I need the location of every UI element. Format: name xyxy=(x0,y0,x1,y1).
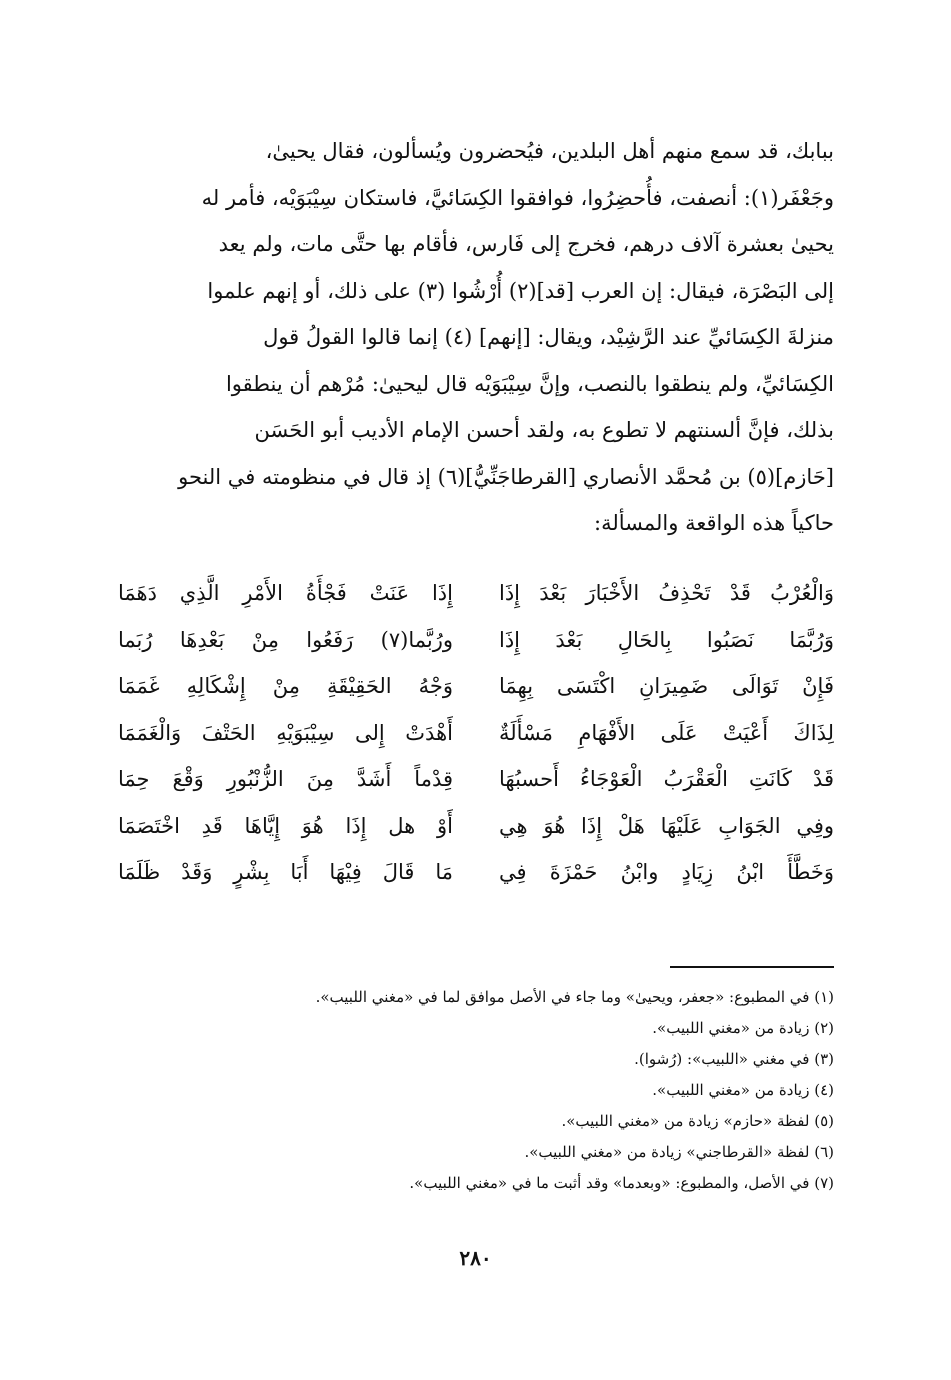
footnote: (٧) في الأصل، والمطبوع: «وبعدما» وقد أثبت ما في «مغني اللبيب». xyxy=(409,1174,834,1192)
verse-second-hemistich: قِدْماً أَشَدَّ مِنَ الزُّنْبُورِ وَقْعَ حِمَا xyxy=(118,767,453,791)
verse-first-hemistich: وَخَطَّأَ ابْنُ زِيَادٍ وابْنُ حَمْزَةَ فِي xyxy=(499,860,834,884)
body-line: بذلك، فإنَّ ألسنتهم لا تطوع به، ولقد أحسن الإمام الأديب أبو الحَسَن xyxy=(254,418,834,442)
poem-verse xyxy=(118,617,834,664)
verse-first-hemistich: لِذَاكَ أَعْيَتْ عَلَى الأَفْهَامِ مَسْأَلَةٌ xyxy=(499,720,834,745)
poem-verse xyxy=(118,663,834,710)
footnote-divider xyxy=(670,966,834,968)
poem xyxy=(118,570,834,896)
verse-first-hemistich: قَدْ كَانَتِ الْعَقْرَبُ الْعَوْجَاءُ أَحسبُهَا xyxy=(499,767,834,791)
poem-verse xyxy=(118,570,834,617)
poem-verse xyxy=(118,710,834,757)
verse-second-hemistich: أَوْ هل إِذَا هُوَ إِيَّاهَا قَدِ اخْتَصَمَا xyxy=(118,813,453,838)
poem-verse xyxy=(118,803,834,850)
footnote: (٣) في مغني «اللبيب»: (رُشوا). xyxy=(634,1050,834,1068)
body-text xyxy=(118,128,834,547)
page-number: ٢٨٠ xyxy=(459,1246,492,1270)
verse-first-hemistich: وَرُبَّمَا نَصَبُوا بِالحَالِ بَعْدَ إِذَا xyxy=(499,627,834,652)
footnote: (٥) لفظة «حازم» زيادة من «مغني اللبيب». xyxy=(561,1112,834,1130)
verse-second-hemistich: أَهْدَتْ إِلى سِيْبَوَيْهِ الحَتْفَ وَالْغَمَمَا xyxy=(118,720,453,745)
footnotes xyxy=(118,982,834,1199)
body-line: حاكياً هذه الواقعة والمسألة: xyxy=(594,511,834,535)
verse-first-hemistich: وفِي الجَوَابِ عَلَيْهَا هَلْ إِذَا هُوَ هِي xyxy=(499,813,834,838)
poem-verse xyxy=(118,756,834,803)
verse-second-hemistich: إِذَا عَنَتْ فَجْأَةُ الأَمْرِ الَّذِي دَهَمَا xyxy=(118,581,453,605)
body-line: ببابك، قد سمع منهم أهل البلدين، فيُحضرون ويُسألون، فقال يحيىٰ، xyxy=(265,139,834,163)
verse-first-hemistich: وَالْعُرْبُ قَدْ تَحْذِفُ الأَخْبَارَ بَعْدَ إِذَا xyxy=(499,581,834,605)
verse-second-hemistich: وَجْهُ الحَقِيْقَةِ مِنْ إِشْكَالِهِ غَمَمَا xyxy=(118,674,453,698)
body-line: الكِسَائيِّ، ولم ينطقوا بالنصب، وإنَّ سِيْبَوَيْه قال ليحيىٰ: مُرْهم أن ينطقوا xyxy=(225,371,834,396)
footnote: (١) في المطبوع: «جعفر، ويحيىٰ» وما جاء في الأصل موافق لما في «مغني اللبيب». xyxy=(315,988,834,1006)
verse-second-hemistich: ورُبَّما(٧) رَفَعُوا مِنْ بَعْدِهَا رُبَما xyxy=(118,627,453,652)
body-line: [حَازم](٥) بن مُحمَّد الأنصاري [القرطاجَنِّيُّ](٦) إذ قال في منظومته في النحو xyxy=(178,464,834,489)
footnote: (٢) زيادة من «مغني اللبيب». xyxy=(652,1019,834,1037)
footnote: (٤) زيادة من «مغني اللبيب». xyxy=(652,1081,834,1099)
footnote: (٦) لفظة «القرطاجني» زيادة من «مغني اللبيب». xyxy=(524,1143,834,1161)
verse-second-hemistich: مَا قَالَ فِيْهَا أَبَا بِشْرٍ وَقَدْ ظَلَمَا xyxy=(118,860,453,884)
body-line: منزلةَ الكِسَائيِّ عند الرَّشِيْد، ويقال: [إنهم] (٤) إنما قالوا القولُ قول xyxy=(263,325,834,349)
body-line: وجَعْفَر(١): أنصفت، فأُحضِرُوا، فوافقوا الكِسَائيَّ، فاستكان سِيْبَوَيْه، فأمر له xyxy=(201,185,834,210)
body-line: يحيىٰ بعشرة آلاف درهم، فخرج إلى فَارس، فأقام بها حتَّى مات، ولم يعد xyxy=(218,232,834,256)
body-line: إلى البَصْرَة، فيقال: إن العرب [قد](٢) أُرْشُوا (٣) على ذلك، أو إنهم علموا xyxy=(207,278,834,303)
poem-verse xyxy=(118,849,834,896)
verse-first-hemistich: فَإِنْ تَوَالَى ضَمِيرَانِ اكْتَسَى بِهِمَا xyxy=(499,674,834,698)
